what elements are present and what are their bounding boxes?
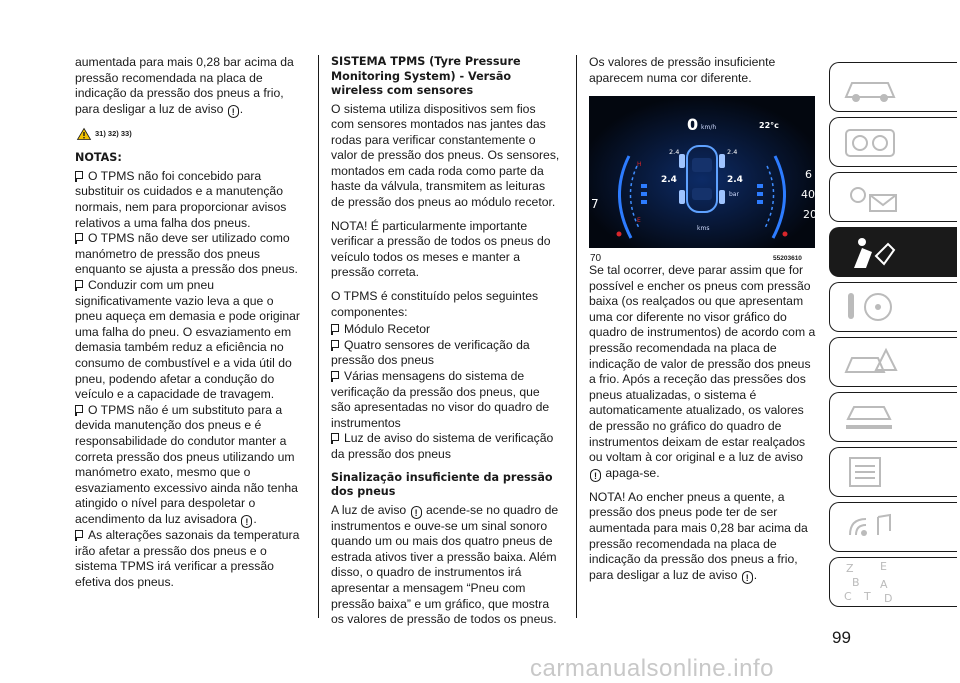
- bullet-icon: [331, 433, 341, 443]
- tpms-warning-icon: !: [742, 571, 753, 584]
- steering-wheel-icon: [840, 289, 900, 325]
- note-item: O TPMS não deve ser utilizado como manómetro de pressão dos pneus enquanto se ajusta a pressão dos pneus.: [75, 231, 298, 277]
- figure-code: 55203610: [773, 255, 802, 262]
- document-list-icon: [840, 454, 900, 490]
- column-divider: [318, 55, 319, 618]
- paragraph: O TPMS é constituído pelos seguintes componentes:: [331, 289, 539, 319]
- chapter-tab-driving[interactable]: [829, 282, 957, 332]
- text-column-3-continued: [589, 263, 816, 592]
- paragraph: Os valores de pressão insuficiente aparecem numa cor diferente.: [589, 55, 776, 85]
- chapter-tab-maintenance[interactable]: [829, 392, 957, 442]
- component-item: Módulo Recetor: [331, 322, 561, 338]
- paragraph: Se tal ocorrer, deve parar assim que for possível e encher os pneus com pressão baixa (os realçados ou que apresentam uma cor diferente no visor gráfico do quadro de instrumentos) de acordo com a pressão recomendada na placa de indicação de valor de pressão dos pneus a frio. Após a receção das pressões dos pneus atualizadas, o sistema é automaticamente atualizado, os valores de pressão no gráfico do quadro de instrumentos deixam de estar realçados ou voltam à cor original e a luz de aviso ! apaga-se.: [589, 263, 816, 481]
- chapter-tab-lights[interactable]: [829, 172, 957, 222]
- temperature-readout: 22°c: [759, 121, 779, 130]
- gauge-high-label: H: [637, 161, 642, 168]
- paragraph: O sistema utiliza dispositivos sem fios com sensores montados nas jantes das rodas para verificar constantemente o valor de pressão dos pneus. Os sensores, montados em cada roda como parte da haste da válvula, transmitem as leituras de pressão dos pneus ao módulo recetor.: [331, 101, 560, 210]
- component-item: Luz de aviso do sistema de verificação da pressão dos pneus: [331, 431, 554, 461]
- bullet-icon: [75, 530, 85, 540]
- bullet-icon: [75, 405, 85, 415]
- notes-title: NOTAS:: [75, 151, 122, 165]
- text-column-3: [589, 55, 816, 94]
- bullet-icon: [331, 340, 341, 350]
- column-divider: [576, 55, 577, 618]
- watermark: carmanualsonline.info: [530, 655, 774, 682]
- chapter-tab-multimedia[interactable]: [829, 502, 957, 552]
- section-heading-low-pressure: Sinalização insuficiente da pressão dos pneus: [331, 470, 553, 499]
- paragraph: NOTA! Ao encher pneus a quente, a pressão dos pneus pode ter de ser aumentada para mais 0,28 bar acima da pressão recomendada na placa de indicação da pressão dos pneus a frio, para desligar a luz de aviso ! .: [589, 489, 808, 583]
- svg-text:Z: Z: [846, 562, 854, 575]
- pressure-unit: bar: [729, 191, 739, 198]
- page-number: 99: [832, 628, 851, 647]
- car-dashboard-icon: [840, 69, 900, 105]
- bullet-icon: [75, 233, 85, 243]
- component-item: Quatro sensores de verificação da pressão dos pneus: [331, 337, 530, 368]
- speed-unit: km/h: [701, 124, 717, 131]
- paragraph: A luz de aviso ! acende-se no quadro de instrumentos e ouve-se um sinal sonoro quando um ou mais dos quatro pneus de estrada ativos tiver a pressão baixa. Além disso, o quadro de instrumentos irá apresentar a mensagem “Pneu com pressão baixa” e um gráfico, que mostra os valores de pressão de todos os pneus.: [331, 502, 559, 627]
- component-item: Várias mensagens do sistema de verificação da pressão dos pneus, que são apresentadas no visor do quadro de instrumentos: [331, 369, 550, 430]
- warning-triangle-icon: [77, 128, 91, 140]
- speed-scale-number: 40: [801, 188, 815, 201]
- note-item: O TPMS não foi concebido para substituir os cuidados e a manutenção normais, nem para proporcionar avisos relativos a uma falha dos pneus.: [75, 168, 287, 230]
- chapter-tab-emergency[interactable]: [829, 337, 957, 387]
- note-item: As alterações sazonais da temperatura irão afetar a pressão dos pneus e o sistema TPMS irá verificar a pressão efetiva dos pneus.: [75, 527, 300, 589]
- tyre-rear-right-pressure: 2.4: [727, 175, 743, 185]
- chapter-tab-vehicle[interactable]: [829, 62, 957, 112]
- multimedia-icon: [840, 509, 900, 545]
- seatbelt-airbag-icon: [840, 234, 900, 270]
- bullet-icon: [75, 280, 85, 290]
- figure-number: 70: [590, 253, 602, 264]
- tyre-front-right-pressure: 2.4: [727, 148, 738, 156]
- tpms-warning-icon: !: [228, 105, 239, 118]
- light-envelope-icon: [840, 179, 900, 215]
- instrument-cluster-figure: [589, 96, 815, 248]
- warning-references: 31) 32) 33): [77, 126, 301, 142]
- tach-number: 7: [591, 197, 599, 211]
- car-lift-icon: [840, 399, 900, 435]
- bullet-icon: [331, 324, 341, 334]
- section-heading-tpms: SISTEMA TPMS (Tyre Pressure Monitoring System) - Versão wireless com sensores: [331, 55, 521, 97]
- text-column-2: [331, 55, 561, 636]
- chapter-tab-instruments[interactable]: [829, 117, 957, 167]
- svg-text:D: D: [884, 592, 893, 605]
- tpms-display-illustration: [589, 96, 815, 248]
- paragraph: NOTA! É particularmente importante verificar a pressão de todos os pneus do veículo todos os meses e manter a pressão correta.: [331, 218, 551, 280]
- warning-car-icon: [840, 344, 900, 380]
- tpms-warning-icon: !: [590, 469, 601, 482]
- alphabet-index-icon: [840, 560, 900, 604]
- svg-text:C: C: [844, 590, 852, 603]
- bullet-icon: [75, 171, 85, 181]
- tpms-warning-icon: !: [241, 515, 252, 528]
- intro-paragraph: aumentada para mais 0,28 bar acima da pressão recomendada na placa de indicação da pressão dos pneus a frio, para desligar a luz de aviso ! .: [75, 55, 294, 117]
- svg-text:E: E: [880, 560, 887, 573]
- chapter-tab-index[interactable]: [829, 557, 957, 607]
- speed-scale-number: 6: [805, 168, 812, 181]
- chapter-tab-specifications[interactable]: [829, 447, 957, 497]
- chapter-tab-safety[interactable]: [829, 227, 957, 277]
- bullet-icon: [331, 371, 341, 381]
- svg-text:B: B: [852, 576, 860, 589]
- tpms-warning-icon: !: [411, 506, 422, 519]
- tyre-rear-left-pressure: 2.4: [661, 175, 677, 185]
- note-item: O TPMS não é um substituto para a devida manutenção dos pneus e é responsabilidade do condutor manter a correta pressão dos pneus utilizando um manómetro exato, mesmo que o esvaziamento excessivo ainda não tenha atingido o nível para despoletar o acendimento da luz avisadora ! .: [75, 402, 298, 527]
- instrument-cluster-icon: [840, 124, 900, 160]
- tyre-front-left-pressure: 2.4: [669, 148, 680, 156]
- text-column-1: [75, 55, 301, 590]
- svg-text:T: T: [864, 590, 871, 603]
- gauge-empty-label: E: [637, 217, 641, 224]
- speed-readout: 0: [687, 115, 699, 134]
- svg-text:A: A: [880, 578, 888, 591]
- speed-scale-number: 20: [803, 208, 817, 221]
- note-item: Conduzir com um pneu significativamente vazio leva a que o pneu aqueça em demasia e pode originar uma falha do pneu. O esvaziamento em demasia também reduz a eficiência no consumo de combustível e a vida útil do pneu, podendo afetar a condução do veículo e a capacidade de travagem.: [75, 278, 300, 402]
- odometer-unit: kms: [697, 225, 710, 232]
